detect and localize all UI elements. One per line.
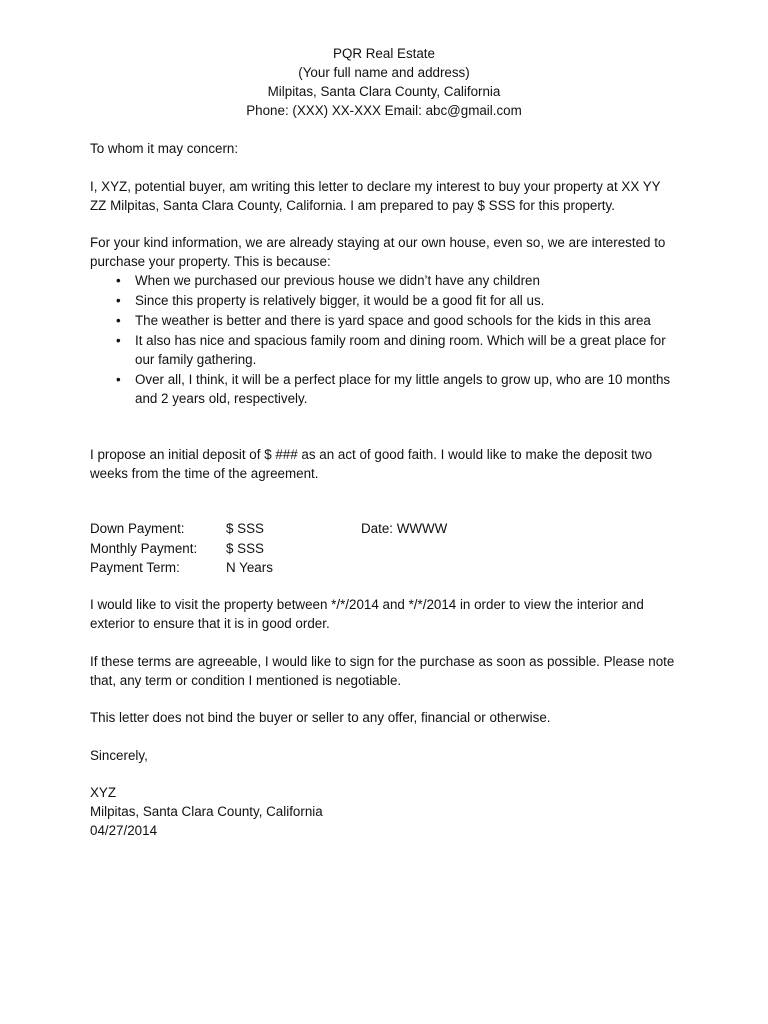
visit-paragraph: I would like to visit the property between */*/2014 and */*/2014 in order to view the interior and exterior to ensure that it is in good order.: [90, 597, 644, 631]
signature-location: Milpitas, Santa Clara County, California: [90, 804, 323, 819]
signature-name: XYZ: [90, 785, 117, 800]
list-item: [90, 331, 680, 369]
list-item: [90, 271, 680, 290]
payment-term-value: N Years: [226, 560, 273, 575]
list-item: [90, 370, 680, 408]
signature-block: [90, 783, 680, 840]
down-payment-row: [90, 519, 680, 539]
company-name: PQR Real Estate: [333, 46, 435, 61]
signature-date: 04/27/2014: [90, 823, 158, 838]
reasons-intro-paragraph: For your kind information, we are already staying at our own house, even so, we are interested to purchase your property. This is because:: [90, 235, 666, 269]
payment-terms: [90, 519, 680, 578]
down-payment-label: Down Payment:: [90, 521, 185, 536]
salutation: To whom it may concern:: [90, 141, 239, 156]
letter-header: [0, 44, 768, 120]
closing-line: Sincerely,: [90, 748, 148, 763]
payment-term-label: Payment Term:: [90, 560, 180, 575]
payment-term-row: [90, 558, 680, 578]
contact-line: Phone: (XXX) XX-XXX Email: abc@gmail.com: [246, 103, 522, 118]
agreeable-paragraph: If these terms are agreeable, I would like to sign for the purchase as soon as possible. Please note that, any term or condition I mentioned is negotiable.: [90, 654, 675, 688]
bullet-icon: •: [116, 333, 121, 348]
list-item-text: Since this property is relatively bigger, it would be a good fit for all us.: [135, 293, 545, 308]
deposit-paragraph: I propose an initial deposit of $ ### as an act of good faith. I would like to make the deposit two weeks from the time of the agreement.: [90, 447, 653, 481]
reasons-list: [90, 271, 680, 409]
list-item-text: When we purchased our previous house we didn’t have any children: [135, 273, 540, 288]
header-location: Milpitas, Santa Clara County, California: [267, 84, 501, 99]
list-item-text: It also has nice and spacious family room and dining room. Which will be a great place for our family gathering.: [135, 333, 666, 367]
list-item: [90, 291, 680, 310]
intro-paragraph: I, XYZ, potential buyer, am writing this letter to declare my interest to buy your property at XX YY ZZ Milpitas, Santa Clara County, California. I am prepared to pay $ SSS for this property.: [90, 179, 661, 213]
bullet-icon: •: [116, 293, 121, 308]
list-item-text: The weather is better and there is yard space and good schools for the kids in this area: [135, 313, 651, 328]
bullet-icon: •: [116, 313, 121, 328]
monthly-payment-row: [90, 539, 680, 559]
name-address-placeholder: (Your full name and address): [298, 65, 470, 80]
terms-date: Date: WWWW: [361, 521, 448, 536]
monthly-payment-label: Monthly Payment:: [90, 540, 198, 556]
list-item: [90, 311, 680, 330]
bullet-icon: •: [116, 273, 121, 288]
down-payment-value: $ SSS: [226, 521, 264, 536]
list-item-text: Over all, I think, it will be a perfect place for my little angels to grow up, who are 10 months and 2 years old, respectively.: [135, 372, 671, 406]
bullet-icon: •: [116, 372, 121, 387]
disclaimer-paragraph: This letter does not bind the buyer or seller to any offer, financial or otherwise.: [90, 710, 551, 725]
monthly-payment-value: $ SSS: [226, 540, 264, 556]
